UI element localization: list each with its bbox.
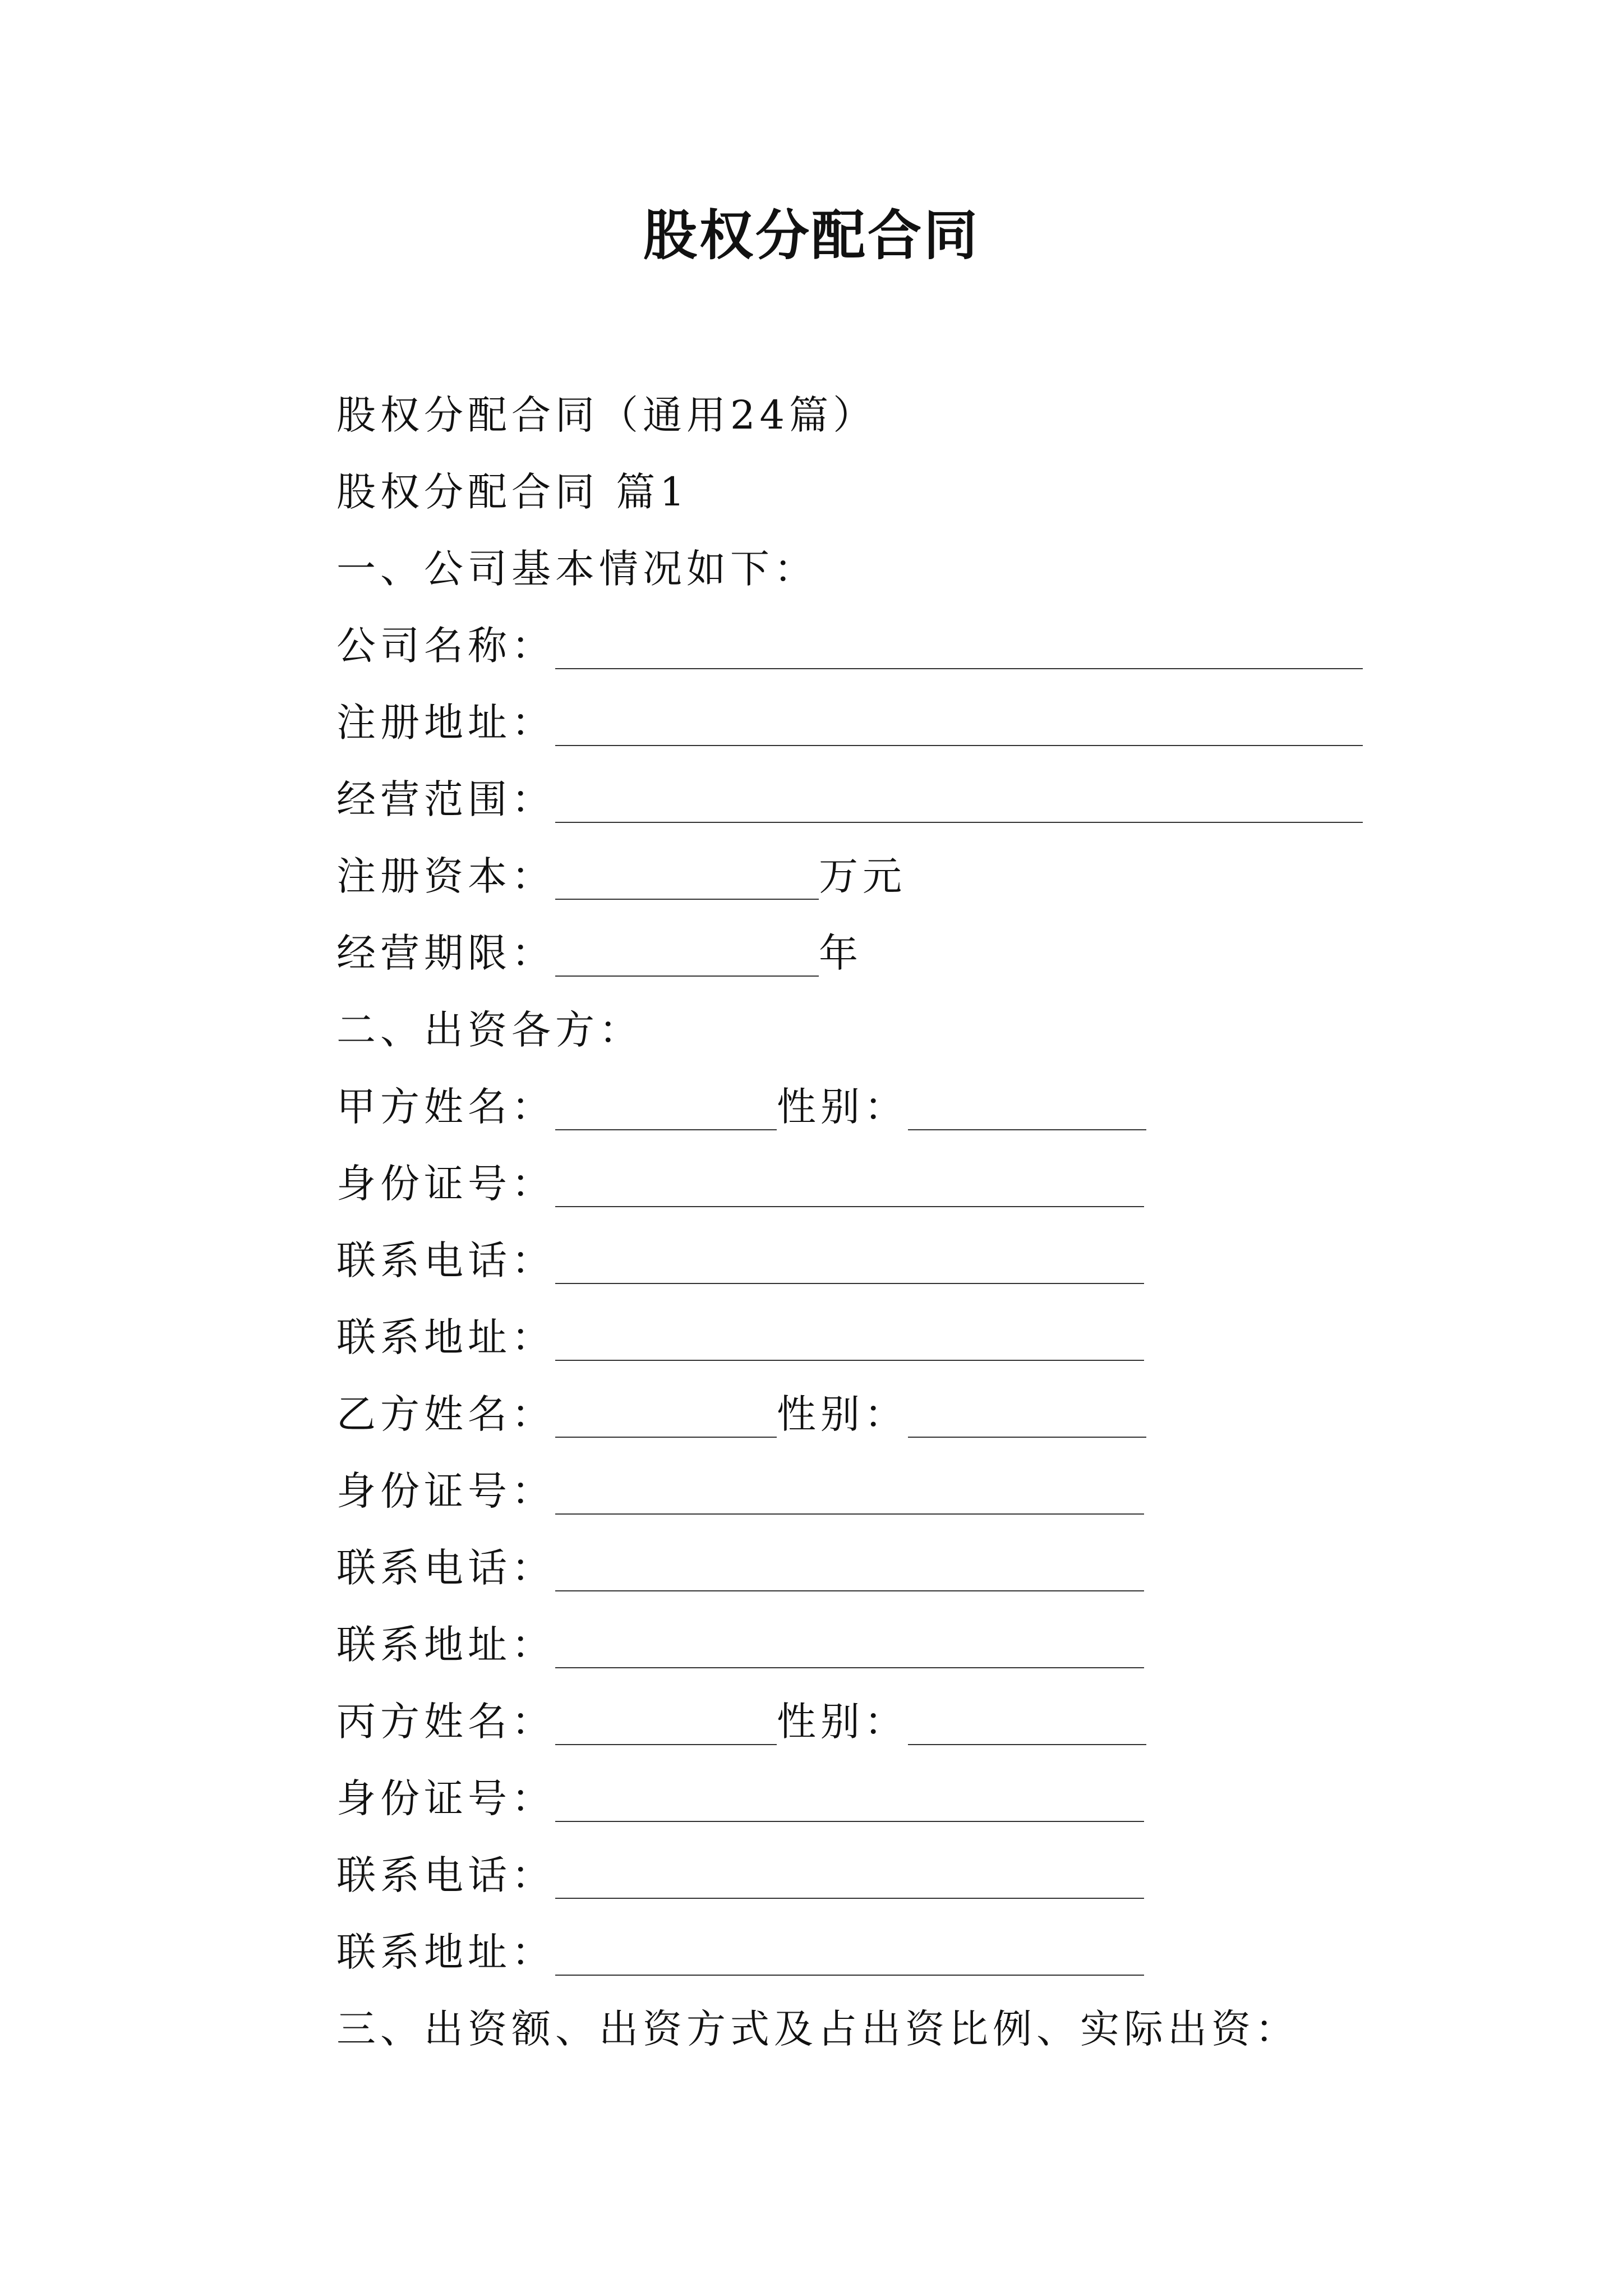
party-b-phone-label: 联系电话： xyxy=(336,1545,555,1591)
party-a-phone-label: 联系电话： xyxy=(336,1237,555,1283)
business-scope-blank xyxy=(555,787,1363,823)
business-scope-label: 经营范围： xyxy=(336,776,555,822)
party-a-id-row xyxy=(336,1145,1458,1222)
party-a-gender-label: 性别： xyxy=(777,1084,908,1130)
company-name-row xyxy=(336,608,1458,684)
party-b-phone-row xyxy=(336,1530,1458,1607)
operating-term-blank xyxy=(555,941,819,977)
document-title: 股权分配合同 xyxy=(643,204,980,267)
party-c-id-row xyxy=(336,1760,1458,1837)
company-name-blank xyxy=(555,633,1363,669)
party-a-phone-blank xyxy=(555,1248,1144,1284)
party-c-id-label: 身份证号： xyxy=(336,1775,555,1821)
party-a-address-row xyxy=(336,1299,1458,1376)
party-b-address-label: 联系地址： xyxy=(336,1622,555,1668)
registered-capital-label: 注册资本： xyxy=(336,853,555,899)
party-c-address-label: 联系地址： xyxy=(336,1929,555,1975)
party-b-name-blank xyxy=(555,1402,777,1438)
party-c-address-row xyxy=(336,1914,1458,1991)
registered-address-blank xyxy=(555,710,1363,746)
party-a-name-row xyxy=(336,1069,1458,1145)
party-c-phone-label: 联系电话： xyxy=(336,1852,555,1898)
operating-term-unit: 年 xyxy=(819,930,863,976)
party-c-name-label: 丙方姓名： xyxy=(336,1699,555,1745)
party-c-name-row xyxy=(336,1683,1458,1760)
party-a-address-blank xyxy=(555,1325,1144,1361)
party-a-gender-blank xyxy=(908,1094,1146,1130)
party-c-gender-label: 性别： xyxy=(777,1699,908,1745)
operating-term-row xyxy=(336,915,1458,992)
party-c-phone-row xyxy=(336,1837,1458,1914)
part1-heading-text: 一、公司基本情况如下： xyxy=(336,546,818,592)
company-name-label: 公司名称： xyxy=(336,623,555,669)
part3-heading-text: 三、出资额、出资方式及占出资比例、实际出资： xyxy=(336,2006,1299,2052)
part2-heading xyxy=(336,992,1458,1069)
section-heading-text: 股权分配合同 篇1 xyxy=(336,469,689,515)
party-a-id-blank xyxy=(555,1171,1144,1207)
registered-address-row xyxy=(336,684,1458,761)
party-b-id-row xyxy=(336,1453,1458,1530)
party-c-gender-blank xyxy=(908,1709,1146,1745)
party-b-gender-label: 性别： xyxy=(777,1391,908,1437)
party-a-phone-row xyxy=(336,1222,1458,1299)
operating-term-label: 经营期限： xyxy=(336,930,555,976)
business-scope-row xyxy=(336,761,1458,838)
party-c-address-blank xyxy=(555,1940,1144,1976)
party-b-name-row xyxy=(336,1376,1458,1453)
party-b-name-label: 乙方姓名： xyxy=(336,1391,555,1437)
party-a-name-label: 甲方姓名： xyxy=(336,1084,555,1130)
party-b-gender-blank xyxy=(908,1402,1146,1438)
party-b-id-blank xyxy=(555,1479,1144,1515)
part1-heading xyxy=(336,531,1458,608)
registered-capital-blank xyxy=(555,864,819,900)
party-b-phone-blank xyxy=(555,1556,1144,1591)
party-c-id-blank xyxy=(555,1786,1144,1822)
part2-heading-text: 二、出资各方： xyxy=(336,1007,643,1053)
party-a-name-blank xyxy=(555,1094,777,1130)
party-c-phone-blank xyxy=(555,1863,1144,1899)
registered-address-label: 注册地址： xyxy=(336,700,555,746)
part3-heading xyxy=(336,1991,1458,2068)
party-c-name-blank xyxy=(555,1709,777,1745)
party-b-address-row xyxy=(336,1607,1458,1683)
document-subtitle xyxy=(336,377,1458,454)
party-a-id-label: 身份证号： xyxy=(336,1161,555,1207)
party-a-address-label: 联系地址： xyxy=(336,1314,555,1360)
registered-capital-unit: 万元 xyxy=(819,853,906,899)
party-b-id-label: 身份证号： xyxy=(336,1468,555,1514)
document-body xyxy=(336,377,1458,2068)
section-heading xyxy=(336,454,1458,531)
party-b-address-blank xyxy=(555,1632,1144,1668)
subtitle-text: 股权分配合同（通用24篇） xyxy=(336,392,877,438)
registered-capital-row xyxy=(336,838,1458,915)
